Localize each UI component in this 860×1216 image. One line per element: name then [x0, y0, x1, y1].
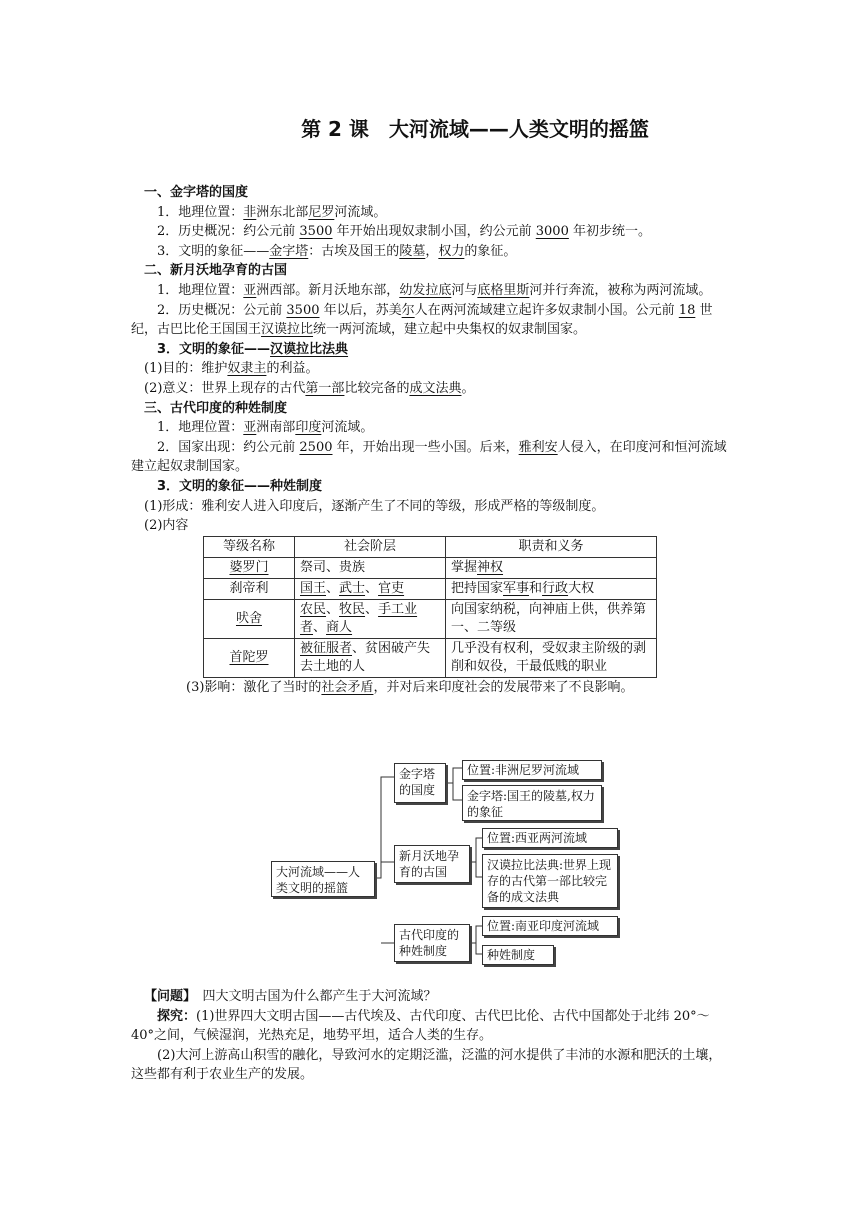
caste-layer: 被征服者、贫困破产失去土地的人: [295, 638, 446, 677]
text-line: 2．历史概况：约公元前 3500 年开始出现奴隶制小国，约公元前 3000 年初步统一。: [157, 224, 651, 240]
section-heading: 三、古代印度的种姓制度: [144, 400, 288, 416]
caste-layer: 祭司、贵族: [295, 557, 446, 578]
text-line: 3．文明的象征——汉谟拉比法典: [157, 341, 349, 357]
caste-name: 首陀罗: [204, 638, 295, 677]
column-header: 职责和义务: [446, 536, 657, 557]
diagram-node: 古代印度的种姓制度: [394, 924, 470, 962]
text-line: (1)目的：维护奴隶主的利益。: [144, 361, 319, 377]
question: 【问题】 四大文明古国为什么都产生于大河流域？: [144, 989, 437, 1004]
caste-layer: 农民、牧民、手工业者、商人: [295, 599, 446, 638]
page-title: 第 2 课 大河流域——人类文明的摇篮: [301, 117, 649, 141]
text-line: 3．文明的象征——金字塔：古埃及国王的陵墓，权力的象征。: [157, 243, 517, 259]
caste-duty: 向国家纳税，向神庙上供，供养第一、二等级: [446, 599, 657, 638]
column-header: 等级名称: [204, 536, 295, 557]
text-line: 2．国家出现：约公元前 2500 年，开始出现一些小国。后来，雅利安人侵入，在印度河和恒河流域建立起奴隶制国家。: [131, 439, 727, 475]
caste-duty: 几乎没有权利，受奴隶主阶级的剥削和奴役，干最低贱的职业: [446, 638, 657, 677]
diagram-node: 新月沃地孕育的古国: [394, 845, 470, 883]
diagram-leaf: 金字塔:国王的陵墓,权力的象征: [462, 785, 602, 821]
caste-name: 吠舍: [204, 599, 295, 638]
text-line: (1)形成：雅利安人进入印度后，逐渐产生了不同的等级，形成严格的等级制度。: [144, 498, 605, 514]
question-section: [131, 987, 731, 1085]
text-line: 1．地理位置：非洲东北部尼罗河流域。: [157, 204, 387, 220]
text-line: 3．文明的象征——种姓制度: [157, 478, 323, 494]
text-line: 1．地理位置：亚洲南部印度河流域。: [157, 420, 374, 436]
diagram-leaf: 种姓制度: [482, 945, 554, 965]
diagram-root: 大河流域——人类文明的摇篮: [271, 861, 375, 897]
caste-duty: 掌握神权: [446, 557, 657, 578]
text-line: (2)意义：世界上现存的古代第一部比较完备的成文法典。: [144, 380, 475, 396]
diagram-leaf: 汉谟拉比法典:世界上现存的古代第一部比较完备的成文法典: [482, 854, 618, 908]
answer-line: 探究：(1)世界四大文明古国——古代埃及、古代印度、古代巴比伦、古代中国都处于北纬 20°～40°之间，气候湿润，光热充足，地势平坦，适合人类的生存。: [131, 1008, 710, 1044]
diagram-leaf: 位置:西亚两河流域: [482, 828, 618, 848]
section-heading: 二、新月沃地孕育的古国: [144, 263, 288, 279]
caste-layer: 国王、武士、官吏: [295, 578, 446, 599]
column-header: 社会阶层: [295, 536, 446, 557]
diagram-leaf: 位置:非洲尼罗河流域: [462, 760, 602, 780]
text-line: 2．历史概况：公元前 3500 年以后，苏美尔人在两河流域建立起许多奴隶制小国。公元前 18 世纪，古巴比伦王国国王汉谟拉比统一两河流域，建立起中央集权的奴隶制国家。: [131, 302, 713, 338]
caste-name: 刹帝利: [204, 578, 295, 599]
answer-line: (2)大河上游高山积雪的融化，导致河水的定期泛滥，泛滥的河水提供了丰沛的水源和肥沃的土壤，这些都有利于农业生产的发展。: [131, 1047, 722, 1083]
section-heading: 一、金字塔的国度: [144, 185, 249, 200]
caste-name: 婆罗门: [204, 557, 295, 578]
text-line: (2)内容: [144, 518, 189, 534]
caste-duty: 把持国家军事和行政大权: [446, 578, 657, 599]
text-line: (3)影响：激化了当时的社会矛盾，并对后来印度社会的发展带来了不良影响。: [186, 679, 634, 695]
diagram-node: 金字塔的国度: [394, 763, 446, 803]
text-line: 1．地理位置：亚洲西部。新月沃地东部，幼发拉底河与底格里斯河并行奔流，被称为两河流域。: [157, 282, 712, 298]
diagram-leaf: 位置:南亚印度河流域: [482, 916, 618, 936]
